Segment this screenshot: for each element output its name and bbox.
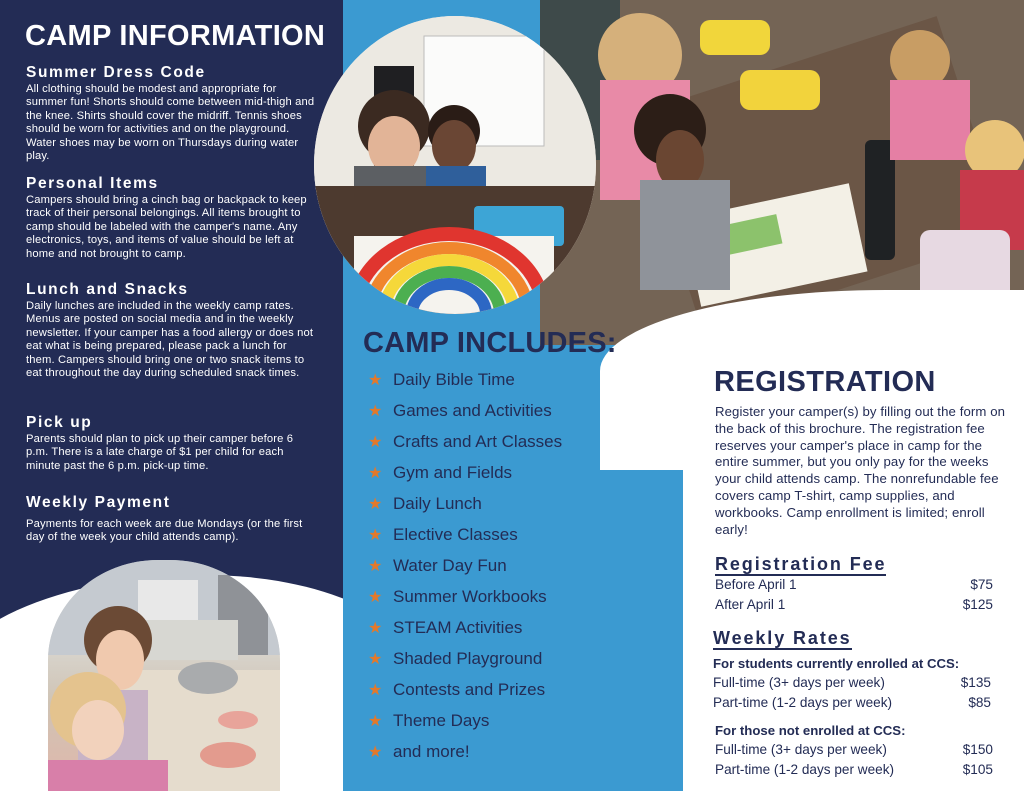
- rate-row: [713, 695, 991, 710]
- pick-up-section: [26, 414, 316, 473]
- fee-label: After April 1: [715, 597, 786, 612]
- star-icon: ★: [368, 619, 383, 637]
- list-item-label: Elective Classes: [393, 524, 518, 544]
- section-heading: Personal Items: [26, 175, 159, 192]
- list-item-label: Contests and Prizes: [393, 679, 546, 699]
- dress-code-section: [26, 64, 316, 163]
- kitchen-activity-photo: [48, 560, 280, 791]
- list-item-label: Daily Lunch: [393, 493, 482, 513]
- section-body: All clothing should be modest and appropriate for summer fun! Shorts should come between mid-thigh and the knee. Shirts should cover the midriff. Tennis shoes should be worn for activities and on the playground. Water shoes may be worn on Thursdays during water play.: [26, 83, 315, 163]
- list-item: [368, 581, 562, 612]
- list-item-label: Daily Bible Time: [393, 369, 515, 389]
- list-item: [368, 519, 562, 550]
- star-icon: ★: [368, 557, 383, 575]
- lunch-and-snacks-section: [26, 281, 316, 380]
- list-item: [368, 736, 562, 767]
- list-item-label: Shaded Playground: [393, 648, 543, 668]
- rate-row: [715, 742, 993, 757]
- list-item: [368, 643, 562, 674]
- star-icon: ★: [368, 681, 383, 699]
- fee-label: Before April 1: [715, 577, 797, 592]
- section-heading: Lunch and Snacks: [26, 281, 189, 298]
- camp-information-title: CAMP INFORMATION: [25, 20, 326, 52]
- section-heading: Pick up: [26, 414, 93, 431]
- star-icon: ★: [368, 650, 383, 668]
- painting-kids-photo: [314, 16, 596, 314]
- fee-row: [715, 577, 993, 592]
- star-icon: ★: [368, 402, 383, 420]
- star-icon: ★: [368, 371, 383, 389]
- rate-row: [715, 762, 993, 777]
- list-item: [368, 705, 562, 736]
- rate-label: Part-time (1-2 days per week): [713, 695, 893, 710]
- list-item: [368, 550, 562, 581]
- rate-price: $105: [962, 762, 993, 777]
- not-enrolled-heading: For those not enrolled at CCS:: [715, 723, 906, 738]
- fee-price: $75: [970, 577, 993, 592]
- enrolled-heading: For students currently enrolled at CCS:: [713, 656, 960, 671]
- personal-items-section: [26, 175, 316, 261]
- section-heading: Weekly Payment: [26, 494, 171, 511]
- star-icon: ★: [368, 712, 383, 730]
- star-icon: ★: [368, 526, 383, 544]
- list-item-label: and more!: [393, 741, 470, 761]
- rate-price: $85: [968, 695, 991, 710]
- registration-title: REGISTRATION: [714, 366, 936, 398]
- star-icon: ★: [368, 433, 383, 451]
- section-body: Parents should plan to pick up their camper before 6 p.m. There is a late charge of $1 per child for each minute past the 6 p.m. pick-up time.: [26, 433, 294, 472]
- fee-price: $125: [962, 597, 993, 612]
- list-item: [368, 364, 562, 395]
- list-item: [368, 395, 562, 426]
- list-item-label: STEAM Activities: [393, 617, 523, 637]
- list-item-label: Crafts and Art Classes: [393, 431, 563, 451]
- section-body: Campers should bring a cinch bag or backpack to keep track of their personal belongings. All items brought to camp should be labeled with the camper's name. Any electronics, toys, and items of value should be left at home and not brought to camp.: [26, 194, 307, 260]
- rate-price: $135: [960, 675, 991, 690]
- star-icon: ★: [368, 743, 383, 761]
- fee-row: [715, 597, 993, 612]
- camp-includes-list: [368, 364, 562, 767]
- star-icon: ★: [368, 495, 383, 513]
- rate-price: $150: [962, 742, 993, 757]
- list-item-label: Games and Activities: [393, 400, 552, 420]
- section-body: Payments for each week are due Mondays (or the first day of the week your child attends camp).: [26, 518, 303, 544]
- section-body: Daily lunches are included in the weekly camp rates. Menus are posted on social media and in the weekly newsletter. If your camper has a food allergy or does not eat what is being prepared, please pack a lunch for them. Campers should bring one or two snack items to eat throughout the day during scheduled snack times.: [26, 300, 314, 380]
- rate-row: [713, 675, 991, 690]
- registration-fee-heading: Registration Fee: [715, 554, 887, 574]
- star-icon: ★: [368, 464, 383, 482]
- rate-label: Full-time (3+ days per week): [713, 675, 885, 690]
- list-item-label: Water Day Fun: [393, 555, 507, 575]
- rate-label: Part-time (1-2 days per week): [715, 762, 895, 777]
- list-item: [368, 426, 562, 457]
- list-item: [368, 457, 562, 488]
- rate-label: Full-time (3+ days per week): [715, 742, 887, 757]
- section-heading: Summer Dress Code: [26, 64, 206, 81]
- weekly-rates-heading: Weekly Rates: [713, 628, 852, 648]
- list-item: [368, 488, 562, 519]
- list-item: [368, 674, 562, 705]
- camp-includes-title: CAMP INCLUDES:: [363, 327, 617, 359]
- star-icon: ★: [368, 588, 383, 606]
- list-item-label: Gym and Fields: [393, 462, 513, 482]
- list-item-label: Theme Days: [393, 710, 490, 730]
- registration-body: Register your camper(s) by filling out the form on the back of this brochure. The registration fee reserves your camper's place in camp for the entire summer, but you only pay for the weeks your child attends camp. The nonrefundable fee covers camp T-shirt, camp supplies, and workbooks. Camp enrollment is limited; enroll early!: [715, 404, 1006, 537]
- list-item: [368, 612, 562, 643]
- weekly-payment-section: [26, 494, 316, 545]
- list-item-label: Summer Workbooks: [393, 586, 547, 606]
